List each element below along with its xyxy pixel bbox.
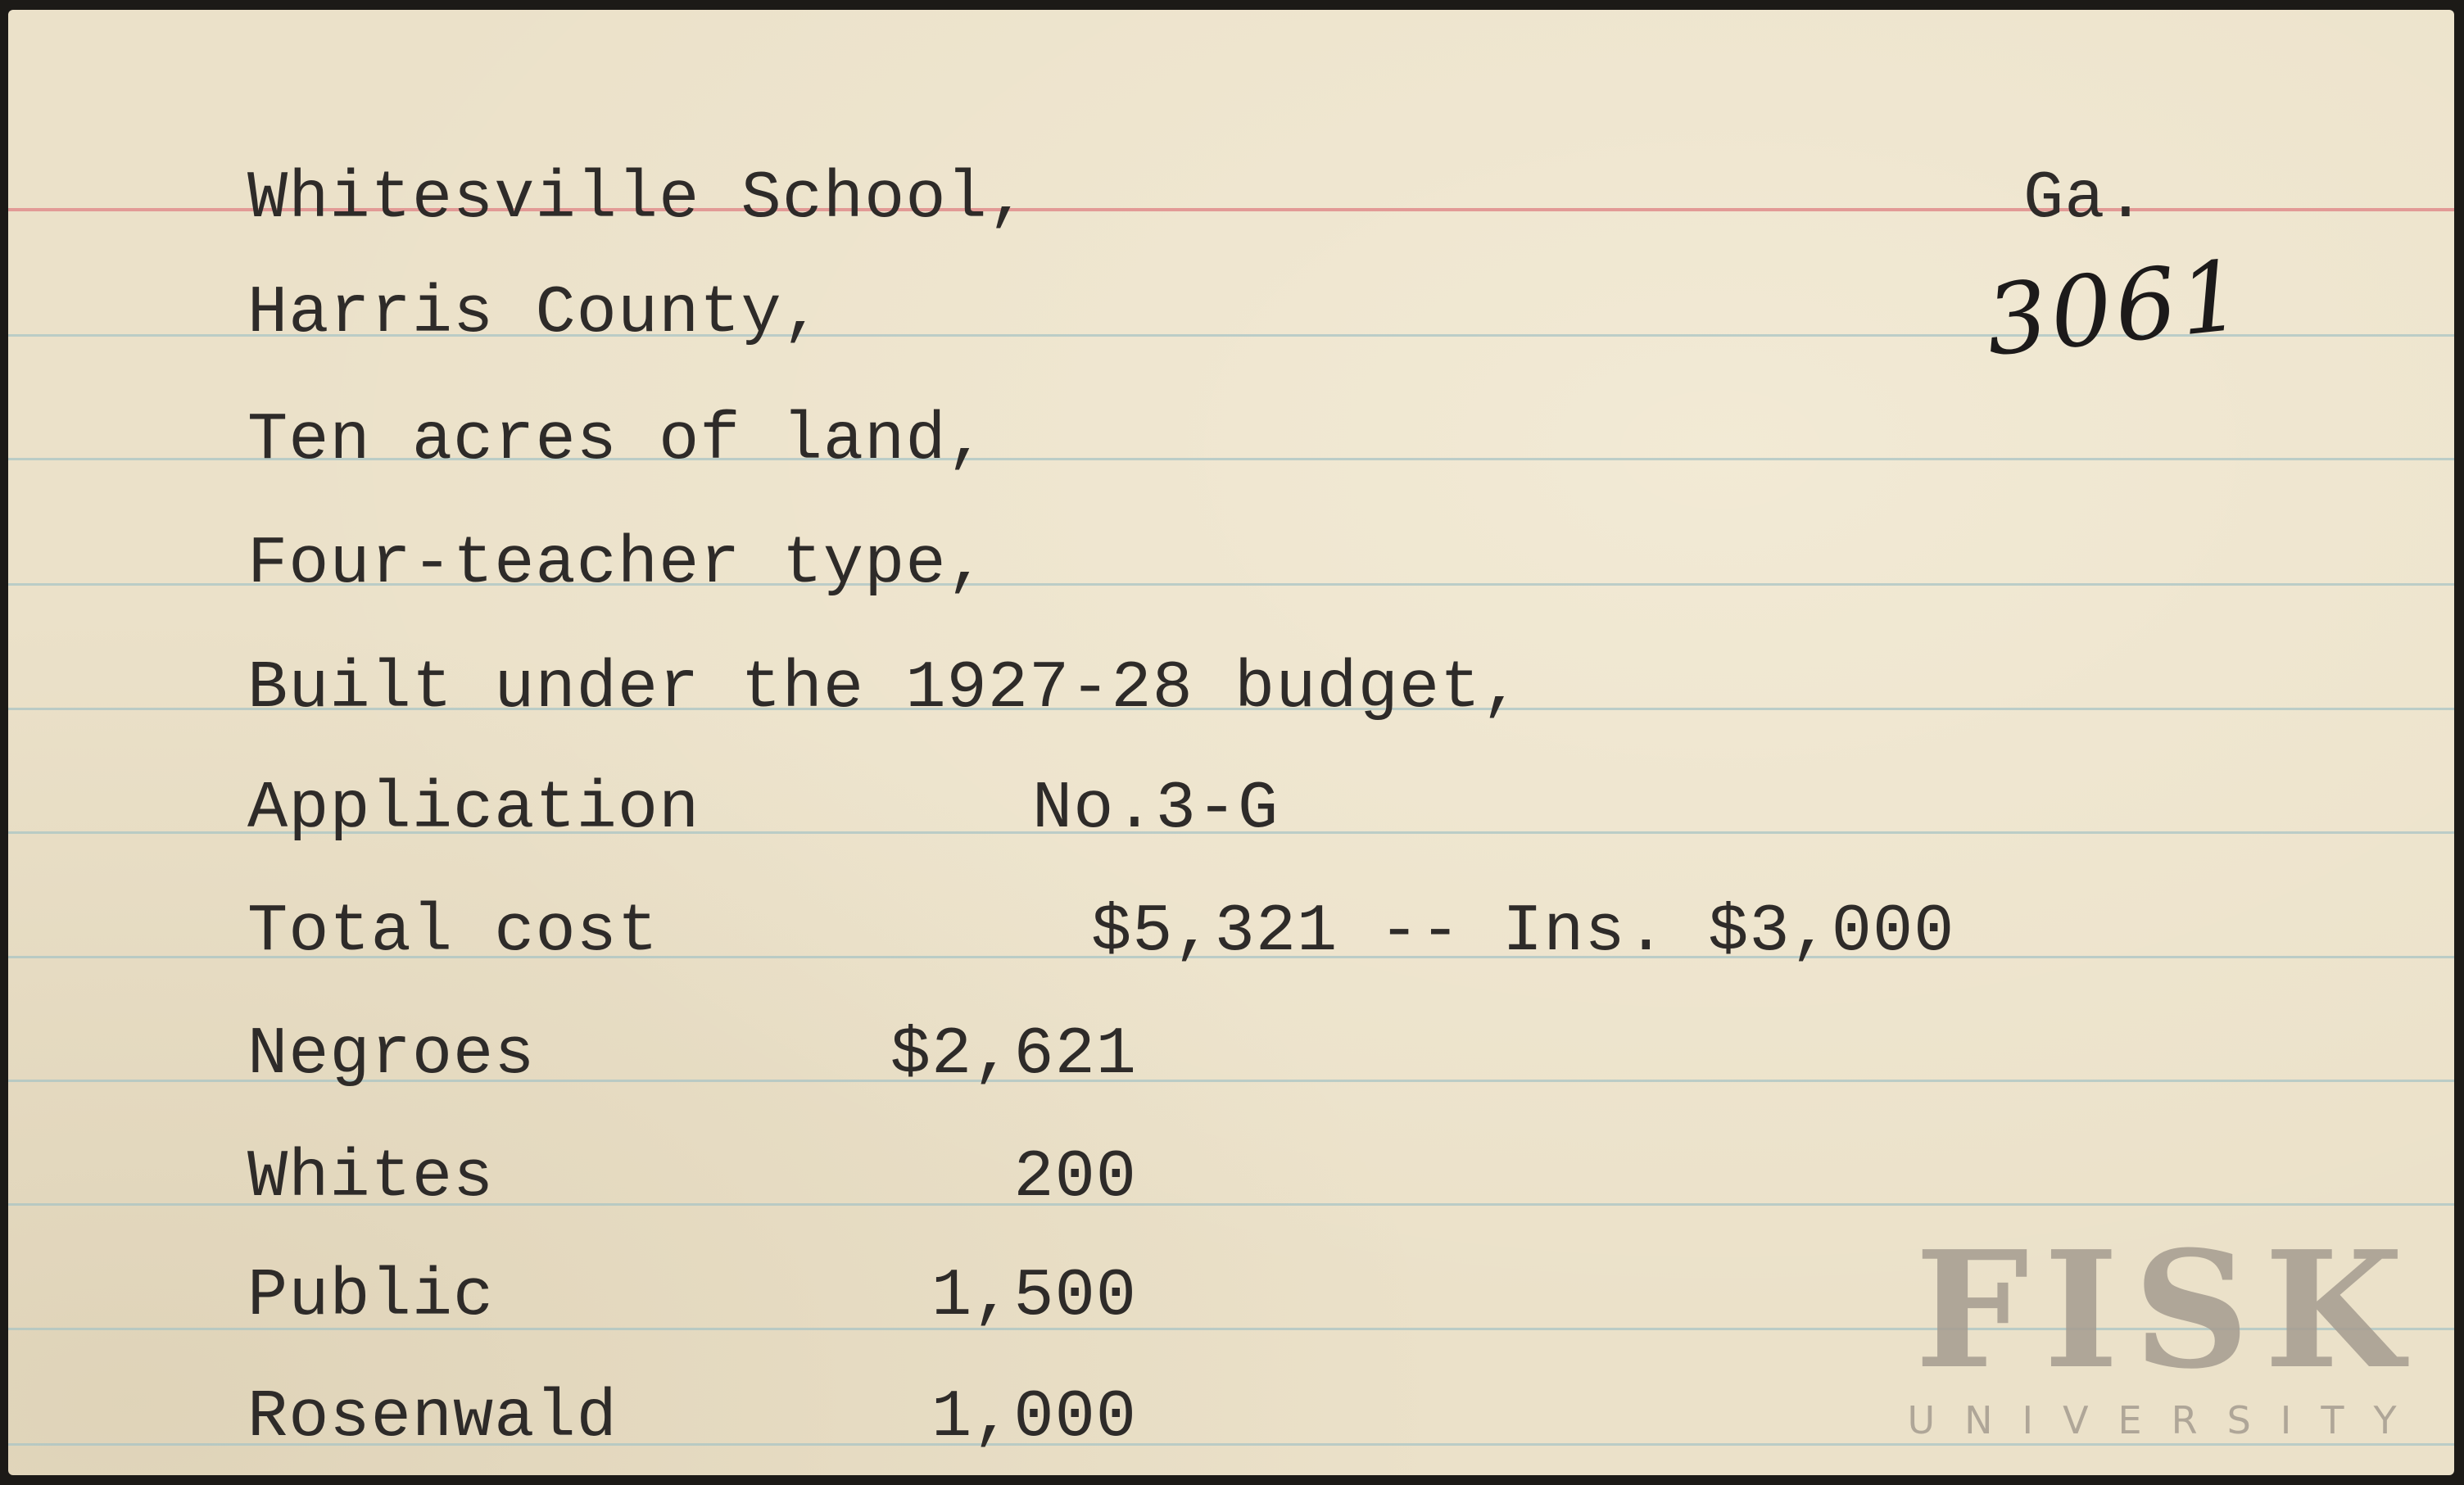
application-label: Application xyxy=(247,771,700,847)
state-abbr: Ga. xyxy=(2023,161,2147,237)
school-name: Whitesville School, xyxy=(247,161,1029,237)
total-cost-value: $5,321 -- Ins. $3,000 xyxy=(1091,894,1955,970)
logo-wordmark: FISK xyxy=(1914,1216,2419,1405)
application-number: No.3-G xyxy=(1032,771,1280,847)
contribution-label: Rosenwald xyxy=(247,1379,618,1456)
total-cost-label: Total cost xyxy=(247,894,659,970)
budget-line: Built under the 1927-28 budget, xyxy=(247,650,1523,727)
contribution-amount: 200 xyxy=(1013,1139,1137,1216)
fisk-university-logo xyxy=(1900,1216,2433,1451)
catalog-number: 3061 xyxy=(1980,238,2250,378)
contribution-amount: 1,500 xyxy=(931,1258,1137,1334)
contribution-label: Whites xyxy=(247,1139,495,1216)
contribution-amount: 1,000 xyxy=(931,1379,1137,1456)
contribution-amount: $2,621 xyxy=(890,1016,1137,1093)
county-name: Harris County, xyxy=(247,275,823,351)
building-type: Four-teacher type, xyxy=(247,526,988,602)
contribution-label: Negroes xyxy=(247,1016,536,1093)
land-description: Ten acres of land, xyxy=(247,402,988,478)
index-card xyxy=(8,10,2454,1475)
logo-subtitle: UNIVERSITY xyxy=(1907,1398,2426,1442)
contribution-label: Public xyxy=(247,1258,495,1334)
